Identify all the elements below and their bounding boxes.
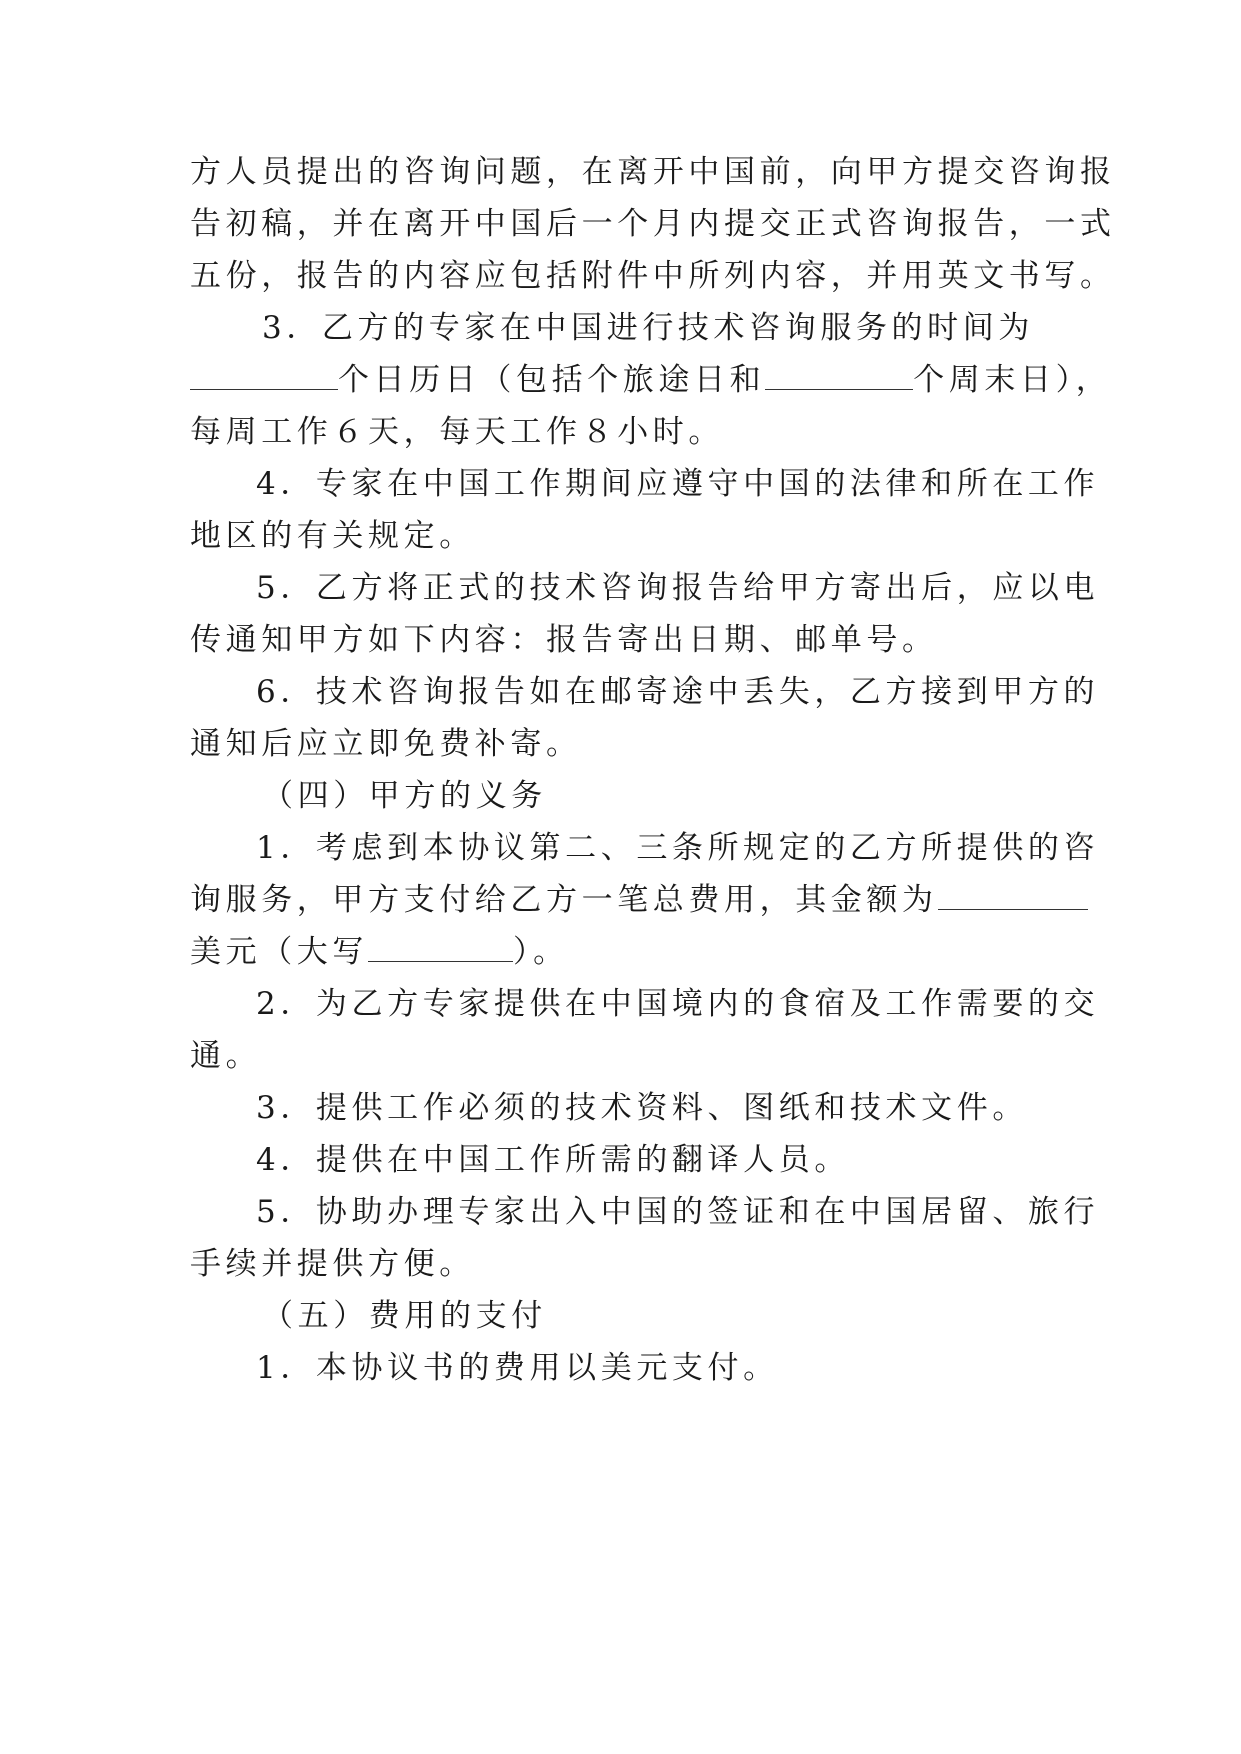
fee-text: 询服务，甲方支付给乙方一笔总费用，其金额为 <box>190 882 938 918</box>
weekend-days-blank <box>765 363 913 390</box>
fee-amount-line <box>190 880 1070 920</box>
paragraph-line: 五份，报告的内容应包括附件中所列内容，并用英文书写。 <box>190 258 1116 294</box>
payment-1-line: 1．本协议书的费用以美元支付。 <box>256 1350 779 1386</box>
closing-text: ）。 <box>513 934 569 970</box>
obligation-1-line: 1．考虑到本协议第二、三条所规定的乙方所提供的咨 <box>256 830 1100 866</box>
days-text: 个日历日（包括个旅途日和 <box>338 362 766 398</box>
clause-3-line: 3．乙方的专家在中国进行技术咨询服务的时间为 <box>262 310 1034 346</box>
clause-3-duration-line <box>190 360 1112 400</box>
fee-words-blank <box>368 935 513 962</box>
paragraph-line: 每周工作６天，每天工作８小时。 <box>190 414 724 450</box>
fee-amount-blank <box>938 883 1088 910</box>
obligation-5-line: 5．协助办理专家出入中国的签证和在中国居留、旅行 <box>256 1194 1100 1230</box>
paragraph-line: 手续并提供方便。 <box>190 1246 475 1282</box>
obligation-3-line: 3．提供工作必须的技术资料、图纸和技术文件。 <box>256 1090 1028 1126</box>
clause-5-line: 5．乙方将正式的技术咨询报告给甲方寄出后，应以电 <box>256 570 1100 606</box>
paragraph-line: 传通知甲方如下内容：报告寄出日期、邮单号。 <box>190 622 938 658</box>
fee-words-line <box>190 932 1070 972</box>
paragraph-line: 地区的有关规定。 <box>190 518 475 554</box>
clause-6-line: 6．技术咨询报告如在邮寄途中丢失，乙方接到甲方的 <box>256 674 1100 710</box>
clause-4-line: 4．专家在中国工作期间应遵守中国的法律和所在工作 <box>256 466 1100 502</box>
obligation-2-line: 2．为乙方专家提供在中国境内的食宿及工作需要的交 <box>256 986 1100 1022</box>
paragraph-line: 通。 <box>190 1038 262 1074</box>
paragraph-line: 方人员提出的咨询问题，在离开中国前，向甲方提交咨询报 <box>190 154 1116 190</box>
days-blank <box>190 363 338 390</box>
paragraph-line: 通知后应立即免费补寄。 <box>190 726 582 762</box>
section-heading-4: （四）甲方的义务 <box>262 778 547 814</box>
section-heading-5: （五）费用的支付 <box>262 1298 547 1334</box>
obligation-4-line: 4．提供在中国工作所需的翻译人员。 <box>256 1142 850 1178</box>
paragraph-line: 告初稿，并在离开中国后一个月内提交正式咨询报告，一式 <box>190 206 1116 242</box>
weekend-text: 个周末日）， <box>913 362 1112 398</box>
currency-text: 美元（大写 <box>190 934 368 970</box>
